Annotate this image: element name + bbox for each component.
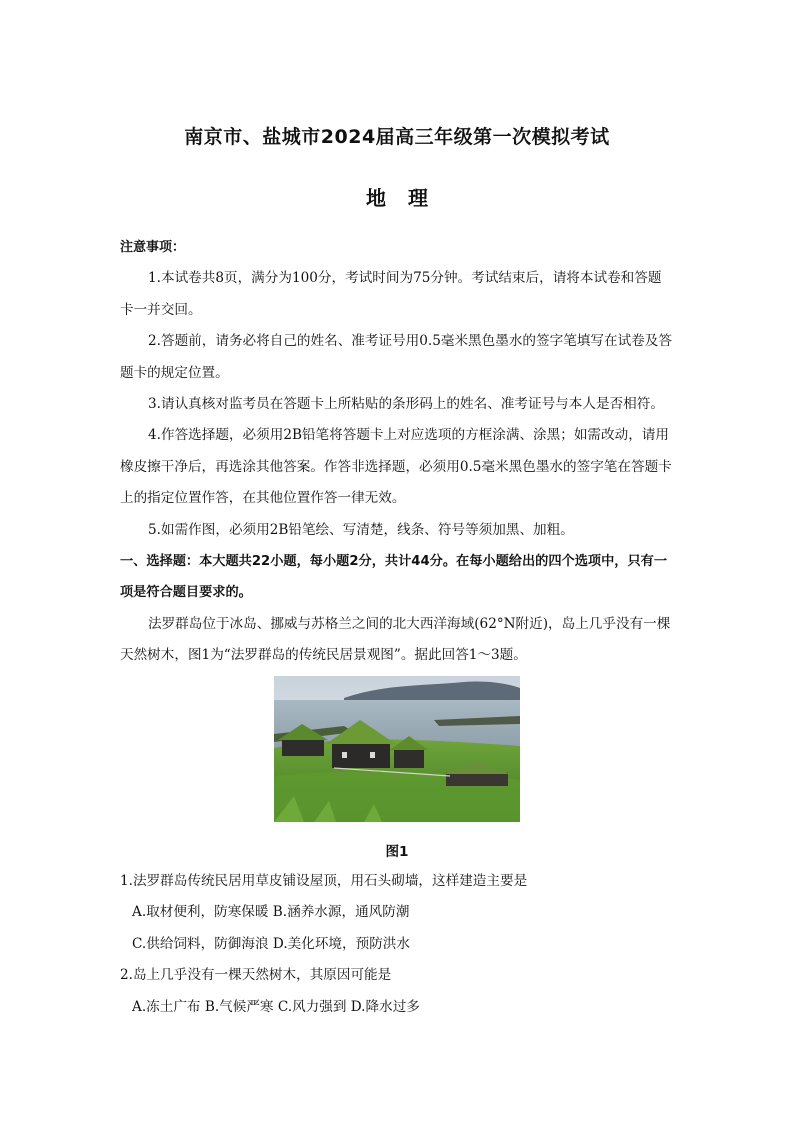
section-heading: 一、选择题：本大题共22小题，每小题2分，共计44分。在每小题给出的四个选项中，只有一项是符合题目要求的。 [120, 554, 668, 601]
note-item: 5.如需作图，必须用2B铅笔绘、写清楚，线条、符号等须加黑、加粗。 [148, 521, 574, 538]
faroe-houses-photo [274, 676, 520, 822]
passage-text: 法罗群岛位于冰岛、挪威与苏格兰之间的北大西洋海域(62°N附近)，岛上几乎没有一棵天然树木，图1为“法罗群岛的传统民居景观图”。据此回答1～3题。 [120, 615, 671, 664]
question-options: C.供给饲料，防御海浪 D.美化环境，预防洪水 [132, 935, 410, 952]
question-stem: 2.岛上几乎没有一棵天然树木，其原因可能是 [120, 967, 392, 984]
notes-heading: 注意事项： [120, 240, 186, 255]
question-stem: 1.法罗群岛传统民居用草皮铺设屋顶，用石头砌墙，这样建造主要是 [120, 873, 528, 889]
questions-list [120, 866, 675, 1023]
exam-title: 南京市、盐城市2024届高三年级第一次模拟考试 [184, 126, 610, 148]
note-item: 3.请认真核对监考员在答题卡上所粘贴的条形码上的姓名、准考证号与本人是否相符。 [148, 396, 664, 413]
note-item: 1.本试卷共8页，满分为100分，考试时间为75分钟。考试结束后，请将本试卷和答题卡一并交回。 [120, 270, 662, 318]
question-options: A.取材便利，防寒保暖 B.涵养水源，通风防潮 [132, 904, 410, 921]
exam-body [120, 232, 675, 672]
subject-title: 地理 [366, 186, 450, 210]
note-item: 2.答题前，请务必将自己的姓名、准考证号用0.5毫米黑色墨水的签字笔填写在试卷及答题卡的规定位置。 [120, 333, 672, 381]
question-options: A.冻土广布 B.气候严寒 C.风力强到 D.降水过多 [132, 998, 420, 1015]
note-item: 4.作答选择题，必须用2B铅笔将答题卡上对应选项的方框涂满、涂黑；如需改动，请用橡皮擦干净后，再选涂其他答案。作答非选择题，必须用0.5毫米黑色墨水的签字笔在答题卡上的指定位置作答，在其他位置作答一律无效。 [120, 427, 672, 507]
figure-caption: 图1 [385, 844, 409, 860]
